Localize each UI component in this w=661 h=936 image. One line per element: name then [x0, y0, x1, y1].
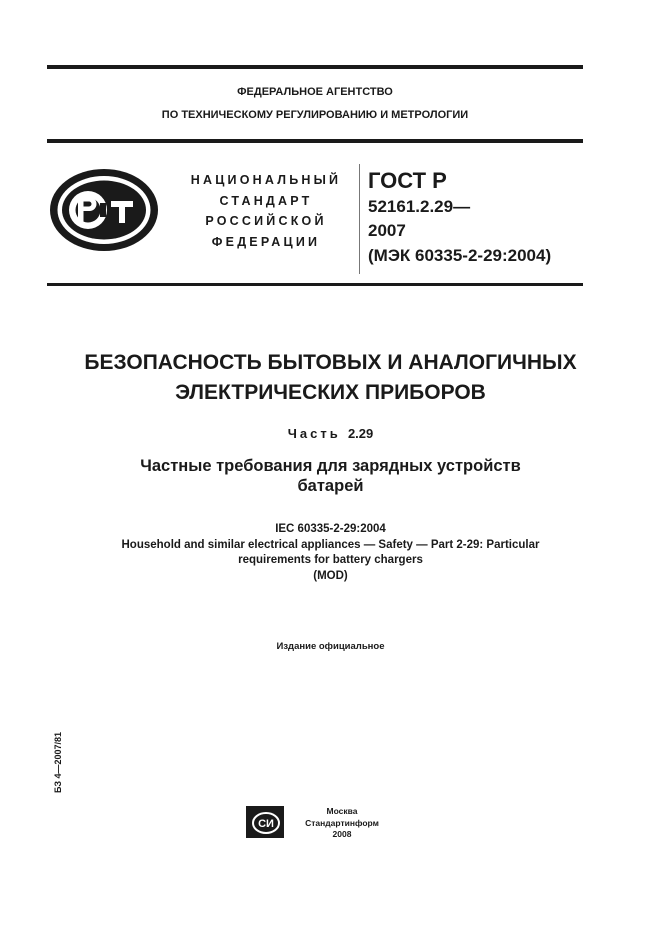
national-standard-block: [176, 170, 356, 252]
iec-reference: [0, 522, 661, 584]
national-standard-line-2: СТАНДАРТ: [219, 193, 313, 208]
side-code-text: БЗ 4—2007/81: [53, 731, 63, 793]
national-standard-line-1: НАЦИОНАЛЬНЫЙ: [190, 173, 342, 187]
iec-line-4: (MOD): [313, 569, 348, 582]
lower-header-rule: [47, 283, 583, 286]
iec-line-3: requirements for battery chargers: [238, 554, 423, 566]
part-label: [0, 426, 661, 441]
publisher-year: 2008: [332, 829, 352, 839]
national-standard-line-3: РОССИЙСКОЙ: [205, 214, 327, 228]
header-vertical-divider: [359, 164, 360, 274]
publisher-imprint: [292, 806, 392, 841]
title-line-2: ЭЛЕКТРИЧЕСКИХ ПРИБОРОВ: [175, 381, 486, 404]
designation-line-4: (МЭК 60335-2-29:2004): [368, 246, 552, 265]
publisher-city: Москва: [326, 806, 358, 816]
subtitle-line-1: Частные требования для зарядных устройств: [140, 457, 521, 475]
agency-line-1: ФЕДЕРАЛЬНОЕ АГЕНТСТВО: [237, 86, 393, 98]
document-title: [0, 348, 661, 408]
gost-r-logo: [48, 167, 160, 253]
agency-line-2: ПО ТЕХНИЧЕСКОМУ РЕГУЛИРОВАНИЮ И МЕТРОЛОГИИ: [161, 109, 469, 121]
title-line-1: БЕЗОПАСНОСТЬ БЫТОВЫХ И АНАЛОГИЧНЫХ: [84, 351, 577, 374]
standartinform-logo: [246, 806, 284, 838]
iec-line-2: Household and similar electrical appliances — Safety — Part 2-29: Particular: [121, 538, 540, 551]
part-number: 2.29: [347, 426, 374, 441]
edition-label: Издание официальное: [276, 641, 385, 652]
part-word: Часть: [287, 426, 341, 441]
top-rule: [47, 65, 583, 69]
iec-line-1: IEC 60335-2-29:2004: [275, 523, 386, 535]
standard-designation: [368, 167, 551, 269]
side-code: [47, 705, 67, 795]
designation-line-2: 52161.2.29—: [368, 197, 471, 216]
upper-header-rule: [47, 139, 583, 143]
designation-line-1: ГОСТ Р: [368, 168, 447, 193]
document-subtitle: [0, 456, 661, 496]
national-standard-line-4: ФЕДЕРАЦИИ: [211, 234, 321, 249]
designation-line-3: 2007: [368, 221, 406, 240]
publisher-logo-text: СИ: [258, 818, 274, 830]
publisher-name: Стандартинформ: [305, 817, 379, 828]
subtitle-line-2: батарей: [297, 477, 364, 495]
